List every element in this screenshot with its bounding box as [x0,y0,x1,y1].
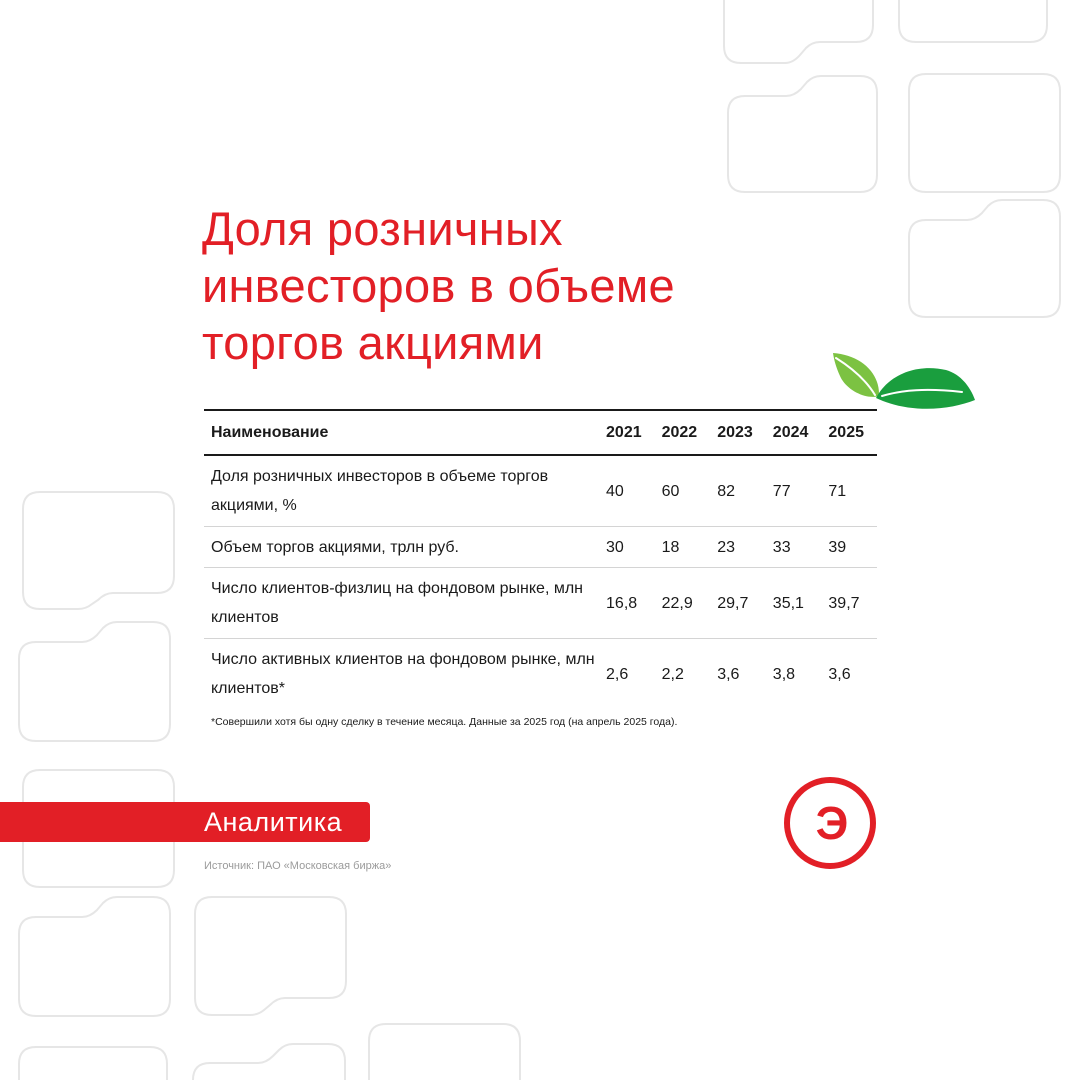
source-note: Источник: ПАО «Московская биржа» [204,860,392,872]
cell-value: 22,9 [655,568,711,639]
cell-value: 3,6 [828,665,851,683]
row-name: Число клиентов-физлиц на фондовом рынке, млн клиентов [204,568,599,639]
cell-value: 71 [821,455,877,527]
table-header-row [204,410,877,455]
cell-value: 60 [655,455,711,527]
cell-value: 39 [821,527,877,568]
cell-value: 2,2 [661,665,684,683]
category-tag [0,802,370,842]
header-year-2022: 2022 [655,410,711,455]
page-title: Доля розничных инвесторов в объеме торгов акциями [202,202,675,369]
table-row [204,455,877,527]
header-year-2021: 2021 [599,410,655,455]
category-tag-label: Аналитика [204,807,343,837]
logo-letter: Э [815,797,849,849]
cell-value: 77 [766,455,822,527]
cell-value: 35,1 [766,568,822,639]
row-name: Доля розничных инвесторов в объеме торгов акциями, % [204,455,599,527]
cell-value: 16,8 [599,568,655,639]
header-name: Наименование [204,410,599,455]
table-row [204,527,877,568]
cell-value: 3,6 [717,665,740,683]
table-row [204,568,877,639]
row-name: Объем торгов акциями, трлн руб. [204,527,599,568]
table-footnote: *Совершили хотя бы одну сделку в течение месяца. Данные за 2025 год (на апрель 2025 года). [211,716,678,728]
header-year-2023: 2023 [710,410,766,455]
cell-value: 23 [710,527,766,568]
cell-value: 39,7 [821,568,877,639]
row-name: Число активных клиентов на фондовом рынке, млн клиентов* [211,651,595,697]
cell-value: 40 [599,455,655,527]
table-row [204,639,877,710]
cell-value: 29,7 [710,568,766,639]
cell-value: 2,6 [606,665,629,683]
data-table-wrapper [204,409,877,709]
cell-value: 30 [599,527,655,568]
data-table [204,409,877,709]
e-logo-icon [782,775,878,871]
header-year-2024: 2024 [766,410,822,455]
cell-value: 82 [710,455,766,527]
cell-value: 33 [766,527,822,568]
cell-value: 3,8 [772,665,796,683]
cell-value: 18 [655,527,711,568]
leaves-icon [830,350,980,412]
header-year-2025: 2025 [821,410,877,455]
